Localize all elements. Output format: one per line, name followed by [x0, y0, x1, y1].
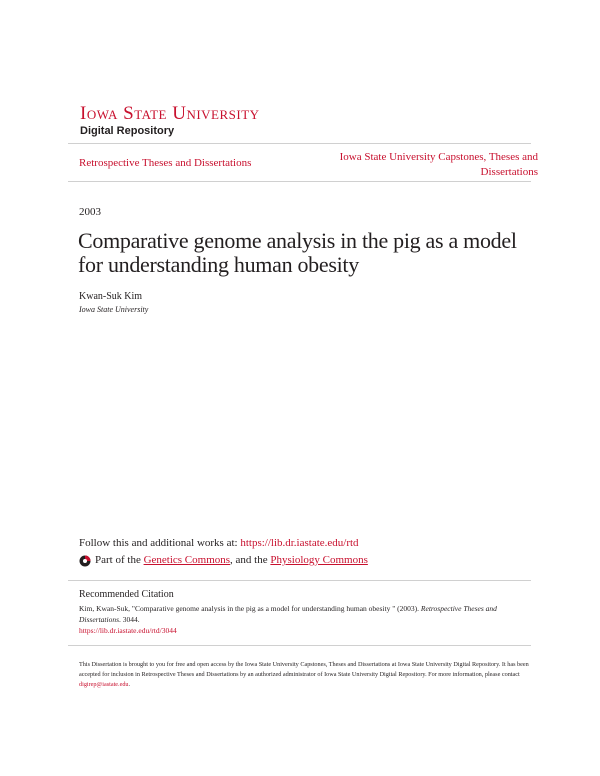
- header-top-rule: [68, 143, 531, 144]
- citation-heading: Recommended Citation: [79, 589, 174, 600]
- disclaimer-end: .: [128, 681, 131, 688]
- part-of-middle: , and the: [230, 554, 268, 566]
- genetics-commons-link[interactable]: Genetics Commons: [143, 554, 231, 566]
- citation-block: [79, 603, 537, 636]
- disclaimer-text: This Dissertation is brought to you for free and open access by the Iowa State University Capstones, Theses and Dissertations at Iowa State University Digital Repository. It has been accepted for inclusion in Retrospective Theses and Dissertations by an authorized administrator of Iowa State University Digital Repository. For more information, please contact: [79, 661, 529, 678]
- document-title: Comparative genome analysis in the pig as a model for understanding human obesity: [78, 228, 517, 277]
- author-name: Kwan-Suk Kim: [79, 291, 143, 302]
- part-of-prefix: Part of the: [95, 554, 141, 566]
- header-bottom-rule: [68, 181, 531, 182]
- citation-url-link[interactable]: https://lib.dr.iastate.edu/rtd/3044: [79, 626, 177, 635]
- publication-year: 2003: [79, 206, 101, 218]
- follow-text: Follow this and additional works at:: [79, 537, 241, 549]
- author-affiliation: Iowa State University: [79, 305, 149, 314]
- repository-name: Digital Repository: [80, 125, 175, 137]
- citation-number: . 3044.: [119, 615, 140, 624]
- physiology-commons-link[interactable]: Physiology Commons: [270, 554, 368, 566]
- commons-network-icon: [79, 555, 91, 567]
- citation-rule: [68, 580, 531, 581]
- citation-series: Retrospective Theses and Dissertations: [79, 604, 497, 624]
- disclaimer-block: [79, 660, 539, 690]
- repository-url-link[interactable]: https://lib.dr.iastate.edu/rtd: [240, 537, 359, 549]
- university-logo: Iowa State University: [80, 103, 260, 124]
- citation-text: Kim, Kwan-Suk, "Comparative genome analysis in the pig as a model for understanding human obesity " (2003).: [79, 604, 421, 613]
- follow-line: [79, 536, 359, 550]
- contact-email-link[interactable]: digirep@iastate.edu: [79, 681, 129, 688]
- collection-link[interactable]: Retrospective Theses and Dissertations: [79, 157, 252, 169]
- part-of-line: [79, 553, 368, 568]
- disclaimer-rule: [68, 645, 531, 646]
- capstones-link[interactable]: Iowa State University Capstones, Theses and Dissertations: [339, 151, 538, 178]
